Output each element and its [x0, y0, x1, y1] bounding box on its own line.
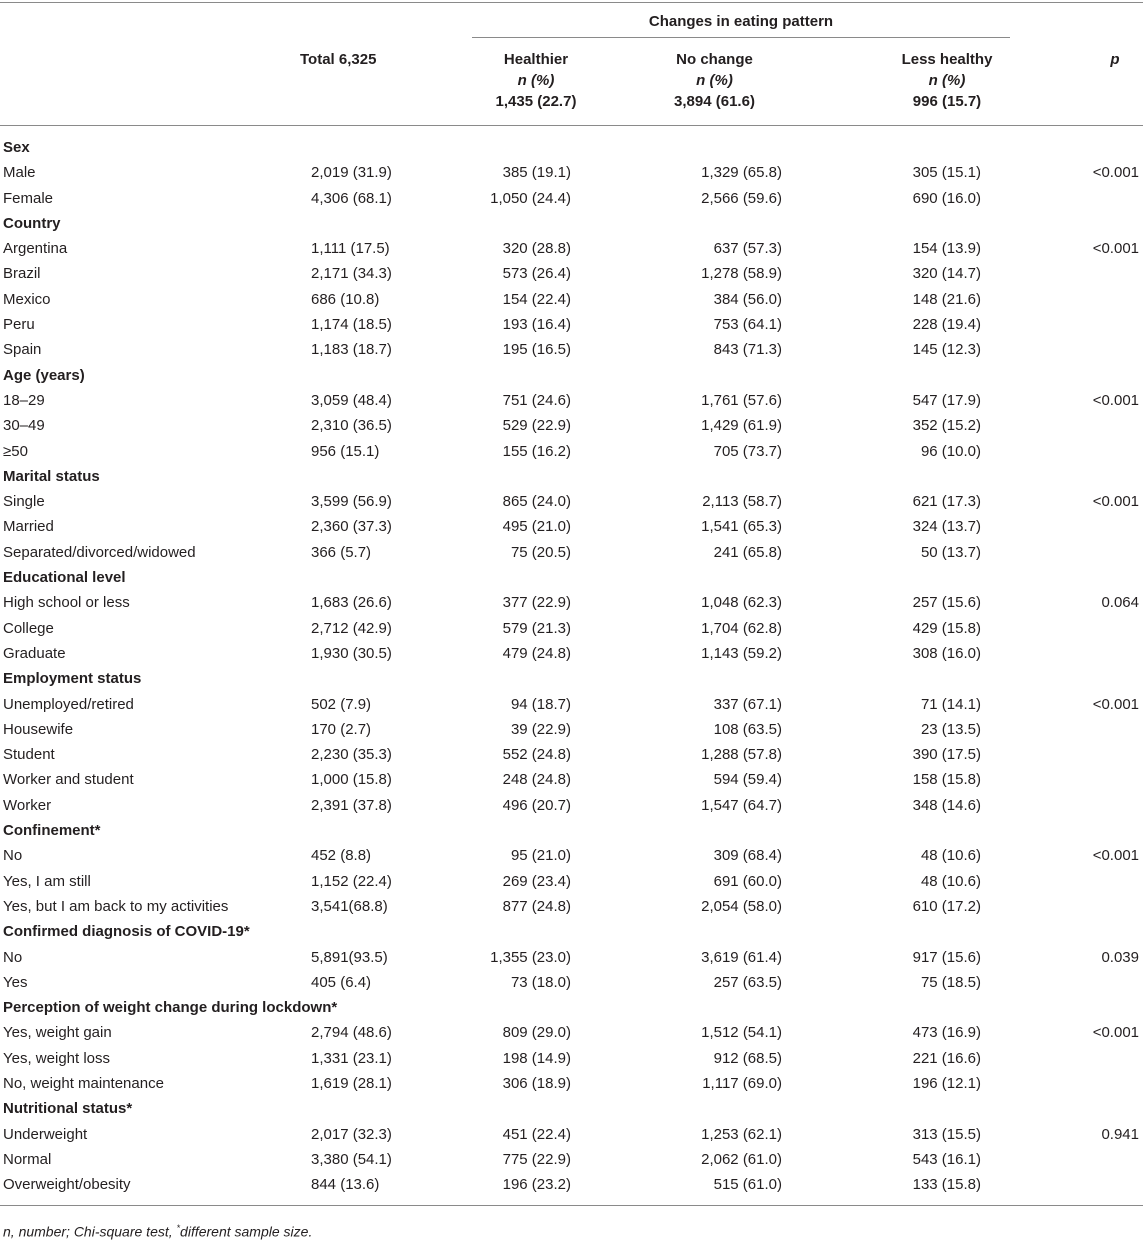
table-row	[0, 237, 1143, 262]
cell-less-healthy: 196 (12.1)	[912, 1074, 981, 1092]
table-row	[0, 1148, 1143, 1173]
table-row	[0, 515, 1143, 540]
table-row	[0, 870, 1143, 895]
cell-healthier: 94 (18.7)	[510, 695, 571, 713]
header-less-healthy-name: Less healthy	[901, 51, 993, 68]
category-label: Educational level	[3, 569, 126, 587]
table-row	[0, 440, 1143, 465]
cell-less-healthy: 96 (10.0)	[920, 442, 981, 460]
table-row	[0, 946, 1143, 971]
cell-less-healthy: 75 (18.5)	[920, 973, 981, 991]
category-label: Country	[3, 214, 61, 232]
cell-no-change: 1,329 (65.8)	[701, 164, 782, 182]
header-healthier-unit: n (%)	[517, 72, 555, 89]
row-label: Male	[3, 164, 36, 182]
cell-healthier: 95 (21.0)	[510, 847, 571, 865]
cell-no-change: 309 (68.4)	[713, 847, 782, 865]
cell-total: 4,306 (68.1)	[311, 189, 392, 207]
row-label: No	[3, 847, 23, 865]
cell-no-change: 753 (64.1)	[713, 316, 782, 334]
cell-healthier: 248 (24.8)	[502, 771, 571, 789]
cell-total: 1,183 (18.7)	[311, 341, 392, 359]
category-label: Confinement*	[3, 822, 101, 840]
cell-healthier: 193 (16.4)	[502, 316, 571, 334]
table-top-rule	[0, 2, 1143, 3]
group-header: Changes in eating pattern	[648, 13, 834, 30]
header-healthier-count: 1,435 (22.7)	[495, 93, 577, 110]
header-less-healthy-unit: n (%)	[928, 72, 966, 89]
cell-total: 1,174 (18.5)	[311, 316, 392, 334]
category-header-row	[0, 465, 1143, 490]
header-no-change	[652, 49, 777, 112]
row-label: Mexico	[3, 290, 51, 308]
cell-healthier: 377 (22.9)	[502, 594, 571, 612]
cell-less-healthy: 23 (13.5)	[920, 720, 981, 738]
cell-healthier: 39 (22.9)	[510, 720, 571, 738]
cell-no-change: 1,541 (65.3)	[701, 518, 782, 536]
cell-less-healthy: 50 (13.7)	[920, 543, 981, 561]
row-label: Peru	[3, 316, 35, 334]
cell-no-change: 691 (60.0)	[713, 872, 782, 890]
category-label: Perception of weight change during lockdown*	[3, 999, 338, 1017]
cell-total: 2,171 (34.3)	[311, 265, 392, 283]
header-less-healthy-count: 996 (15.7)	[912, 93, 982, 110]
table-row	[0, 338, 1143, 363]
cell-no-change: 1,253 (62.1)	[701, 1125, 782, 1143]
cell-less-healthy: 348 (14.6)	[912, 796, 981, 814]
cell-p-value: 0.064	[1101, 594, 1139, 612]
cell-total: 3,541(68.8)	[311, 897, 388, 915]
cell-no-change: 241 (65.8)	[713, 543, 782, 561]
cell-no-change: 843 (71.3)	[713, 341, 782, 359]
cell-healthier: 809 (29.0)	[502, 1024, 571, 1042]
cell-p-value: <0.001	[1092, 847, 1139, 865]
cell-less-healthy: 48 (10.6)	[920, 847, 981, 865]
row-label: 30–49	[3, 417, 45, 435]
cell-healthier: 865 (24.0)	[502, 493, 571, 511]
cell-total: 2,360 (37.3)	[311, 518, 392, 536]
cell-healthier: 155 (16.2)	[502, 442, 571, 460]
row-label: High school or less	[3, 594, 130, 612]
row-label: Brazil	[3, 265, 41, 283]
cell-no-change: 705 (73.7)	[713, 442, 782, 460]
table-row	[0, 591, 1143, 616]
cell-total: 1,619 (28.1)	[311, 1074, 392, 1092]
cell-healthier: 552 (24.8)	[502, 746, 571, 764]
table-row	[0, 262, 1143, 287]
row-label: Graduate	[3, 644, 66, 662]
row-label: Underweight	[3, 1125, 88, 1143]
category-header-row	[0, 566, 1143, 591]
cell-less-healthy: 154 (13.9)	[912, 240, 981, 258]
row-label: Single	[3, 493, 45, 511]
table-row	[0, 1072, 1143, 1097]
table-row	[0, 1047, 1143, 1072]
cell-total: 405 (6.4)	[311, 973, 372, 991]
table-bottom-rule	[0, 1205, 1143, 1206]
cell-no-change: 1,512 (54.1)	[701, 1024, 782, 1042]
header-less-healthy	[882, 49, 1012, 112]
cell-healthier: 269 (23.4)	[502, 872, 571, 890]
row-label: Yes, weight loss	[3, 1049, 111, 1067]
cell-less-healthy: 71 (14.1)	[920, 695, 981, 713]
header-no-change-name: No change	[676, 51, 753, 68]
cell-less-healthy: 690 (16.0)	[912, 189, 981, 207]
row-label: No, weight maintenance	[3, 1074, 164, 1092]
row-label: Student	[3, 746, 55, 764]
cell-less-healthy: 133 (15.8)	[912, 1176, 981, 1194]
table-row	[0, 161, 1143, 186]
header-no-change-unit: n (%)	[696, 72, 733, 89]
cell-healthier: 751 (24.6)	[502, 391, 571, 409]
cell-total: 1,152 (22.4)	[311, 872, 392, 890]
category-header-row	[0, 996, 1143, 1021]
cell-total: 686 (10.8)	[311, 290, 380, 308]
cell-less-healthy: 145 (12.3)	[912, 341, 981, 359]
table-row	[0, 490, 1143, 515]
cell-no-change: 257 (63.5)	[713, 973, 782, 991]
cell-total: 5,891(93.5)	[311, 948, 388, 966]
category-label: Employment status	[3, 670, 142, 688]
row-label: Female	[3, 189, 54, 207]
cell-total: 3,059 (48.4)	[311, 391, 392, 409]
row-label: 18–29	[3, 391, 45, 409]
cell-less-healthy: 390 (17.5)	[912, 746, 981, 764]
cell-healthier: 385 (19.1)	[502, 164, 571, 182]
row-label: Yes, weight gain	[3, 1024, 112, 1042]
cell-healthier: 479 (24.8)	[502, 644, 571, 662]
cell-healthier: 196 (23.2)	[502, 1176, 571, 1194]
cell-less-healthy: 308 (16.0)	[912, 644, 981, 662]
row-label: Worker	[3, 796, 52, 814]
table-row	[0, 971, 1143, 996]
header-healthier-name: Healthier	[503, 51, 569, 68]
cell-no-change: 912 (68.5)	[713, 1049, 782, 1067]
table-row	[0, 718, 1143, 743]
row-label: College	[3, 619, 54, 637]
cell-no-change: 2,062 (61.0)	[701, 1150, 782, 1168]
category-header-row	[0, 136, 1143, 161]
table-row	[0, 1173, 1143, 1198]
cell-total: 1,331 (23.1)	[311, 1049, 392, 1067]
row-label: Overweight/obesity	[3, 1176, 131, 1194]
cell-p-value: 0.941	[1101, 1125, 1139, 1143]
header-total: Total 6,325	[300, 51, 377, 68]
table-row	[0, 642, 1143, 667]
cell-no-change: 1,288 (57.8)	[701, 746, 782, 764]
cell-p-value: <0.001	[1092, 695, 1139, 713]
row-label: No	[3, 948, 23, 966]
cell-no-change: 108 (63.5)	[713, 720, 782, 738]
cell-p-value: <0.001	[1092, 1024, 1139, 1042]
table-row	[0, 313, 1143, 338]
table-row	[0, 617, 1143, 642]
category-label: Marital status	[3, 467, 100, 485]
table-row	[0, 541, 1143, 566]
cell-total: 502 (7.9)	[311, 695, 372, 713]
row-label: ≥50	[3, 442, 28, 460]
cell-less-healthy: 313 (15.5)	[912, 1125, 981, 1143]
table-row	[0, 693, 1143, 718]
cell-no-change: 1,278 (58.9)	[701, 265, 782, 283]
cell-total: 1,111 (17.5)	[311, 240, 390, 258]
cell-healthier: 579 (21.3)	[502, 619, 571, 637]
cell-healthier: 1,050 (24.4)	[490, 189, 571, 207]
cell-healthier: 877 (24.8)	[502, 897, 571, 915]
row-label: Married	[3, 518, 54, 536]
cell-no-change: 2,054 (58.0)	[701, 897, 782, 915]
row-label: Separated/divorced/widowed	[3, 543, 196, 561]
cell-total: 2,230 (35.3)	[311, 746, 392, 764]
cell-healthier: 1,355 (23.0)	[490, 948, 571, 966]
cell-p-value: <0.001	[1092, 240, 1139, 258]
row-label: Worker and student	[3, 771, 134, 789]
cell-no-change: 2,566 (59.6)	[701, 189, 782, 207]
cell-no-change: 1,547 (64.7)	[701, 796, 782, 814]
footnote-marker: *	[176, 1223, 181, 1233]
cell-less-healthy: 257 (15.6)	[912, 594, 981, 612]
cell-total: 3,599 (56.9)	[311, 493, 392, 511]
cell-less-healthy: 221 (16.6)	[912, 1049, 981, 1067]
table-row	[0, 187, 1143, 212]
table-row	[0, 743, 1143, 768]
row-label: Unemployed/retired	[3, 695, 134, 713]
header-bottom-rule	[0, 125, 1143, 126]
cell-less-healthy: 228 (19.4)	[912, 316, 981, 334]
cell-less-healthy: 917 (15.6)	[912, 948, 981, 966]
table-footnote	[3, 1223, 312, 1240]
cell-no-change: 1,429 (61.9)	[701, 417, 782, 435]
cell-less-healthy: 547 (17.9)	[912, 391, 981, 409]
row-label: Yes, I am still	[3, 872, 91, 890]
cell-healthier: 495 (21.0)	[502, 518, 571, 536]
cell-less-healthy: 610 (17.2)	[912, 897, 981, 915]
cell-no-change: 515 (61.0)	[713, 1176, 782, 1194]
category-label: Nutritional status*	[3, 1100, 133, 1118]
cell-healthier: 320 (28.8)	[502, 240, 571, 258]
cell-p-value: 0.039	[1101, 948, 1139, 966]
cell-less-healthy: 48 (10.6)	[920, 872, 981, 890]
table-row	[0, 895, 1143, 920]
header-p-value: p	[1110, 51, 1120, 68]
cell-no-change: 1,048 (62.3)	[701, 594, 782, 612]
table-row	[0, 288, 1143, 313]
cell-healthier: 154 (22.4)	[502, 290, 571, 308]
cell-total: 2,019 (31.9)	[311, 164, 392, 182]
cell-less-healthy: 429 (15.8)	[912, 619, 981, 637]
cell-total: 2,391 (37.8)	[311, 796, 392, 814]
cell-total: 956 (15.1)	[311, 442, 380, 460]
table-row	[0, 1123, 1143, 1148]
cell-less-healthy: 320 (14.7)	[912, 265, 981, 283]
table-row	[0, 844, 1143, 869]
cell-total: 2,017 (32.3)	[311, 1125, 392, 1143]
header-no-change-count: 3,894 (61.6)	[674, 93, 755, 110]
table-body	[0, 136, 1143, 1198]
cell-healthier: 573 (26.4)	[502, 265, 571, 283]
cell-total: 3,380 (54.1)	[311, 1150, 392, 1168]
footnote-text-2: different sample size.	[180, 1223, 313, 1240]
cell-total: 1,683 (26.6)	[311, 594, 392, 612]
cell-no-change: 3,619 (61.4)	[701, 948, 782, 966]
cell-total: 1,930 (30.5)	[311, 644, 392, 662]
category-label: Confirmed diagnosis of COVID-19*	[3, 923, 250, 941]
cell-total: 170 (2.7)	[311, 720, 372, 738]
cell-healthier: 75 (20.5)	[510, 543, 571, 561]
category-header-row	[0, 920, 1143, 945]
category-label: Sex	[3, 139, 30, 156]
category-header-row	[0, 667, 1143, 692]
table-row	[0, 794, 1143, 819]
cell-less-healthy: 621 (17.3)	[912, 493, 981, 511]
cell-less-healthy: 473 (16.9)	[912, 1024, 981, 1042]
row-label: Spain	[3, 341, 42, 359]
table-row	[0, 1021, 1143, 1046]
cell-total: 1,000 (15.8)	[311, 771, 392, 789]
cell-p-value: <0.001	[1092, 391, 1139, 409]
cell-no-change: 1,761 (57.6)	[701, 391, 782, 409]
category-header-row	[0, 1097, 1143, 1122]
cell-no-change: 594 (59.4)	[713, 771, 782, 789]
category-label: Age (years)	[3, 366, 85, 384]
footnote-text: n, number; Chi-square test,	[3, 1223, 173, 1240]
category-header-row	[0, 364, 1143, 389]
cell-no-change: 384 (56.0)	[713, 290, 782, 308]
cell-healthier: 775 (22.9)	[502, 1150, 571, 1168]
cell-total: 2,310 (36.5)	[311, 417, 392, 435]
cell-no-change: 1,143 (59.2)	[701, 644, 782, 662]
cell-healthier: 73 (18.0)	[510, 973, 571, 991]
cell-healthier: 198 (14.9)	[502, 1049, 571, 1067]
cell-p-value: <0.001	[1092, 164, 1139, 182]
cell-less-healthy: 158 (15.8)	[912, 771, 981, 789]
group-header-rule	[472, 37, 1010, 38]
cell-total: 452 (8.8)	[311, 847, 372, 865]
cell-less-healthy: 324 (13.7)	[912, 518, 981, 536]
table-row	[0, 414, 1143, 439]
cell-no-change: 337 (67.1)	[713, 695, 782, 713]
table-row	[0, 389, 1143, 414]
cell-healthier: 451 (22.4)	[502, 1125, 571, 1143]
row-label: Argentina	[3, 240, 68, 258]
row-label: Housewife	[3, 720, 74, 738]
cell-no-change: 637 (57.3)	[713, 240, 782, 258]
row-label: Normal	[3, 1150, 52, 1168]
cell-less-healthy: 352 (15.2)	[912, 417, 981, 435]
category-header-row	[0, 212, 1143, 237]
category-header-row	[0, 819, 1143, 844]
header-healthier	[472, 49, 600, 112]
cell-less-healthy: 148 (21.6)	[912, 290, 981, 308]
cell-total: 2,712 (42.9)	[311, 619, 392, 637]
cell-healthier: 195 (16.5)	[502, 341, 571, 359]
cell-no-change: 2,113 (58.7)	[702, 493, 782, 511]
cell-no-change: 1,704 (62.8)	[701, 619, 782, 637]
cell-less-healthy: 543 (16.1)	[912, 1150, 981, 1168]
cell-p-value: <0.001	[1092, 493, 1139, 511]
cell-less-healthy: 305 (15.1)	[912, 164, 981, 182]
cell-total: 844 (13.6)	[311, 1176, 380, 1194]
table-row	[0, 768, 1143, 793]
row-label: Yes	[3, 973, 28, 991]
cell-total: 2,794 (48.6)	[311, 1024, 392, 1042]
row-label: Yes, but I am back to my activities	[3, 897, 229, 915]
cell-healthier: 529 (22.9)	[502, 417, 571, 435]
cell-healthier: 306 (18.9)	[502, 1074, 571, 1092]
cell-no-change: 1,117 (69.0)	[702, 1074, 782, 1092]
cell-healthier: 496 (20.7)	[502, 796, 571, 814]
cell-total: 366 (5.7)	[311, 543, 372, 561]
